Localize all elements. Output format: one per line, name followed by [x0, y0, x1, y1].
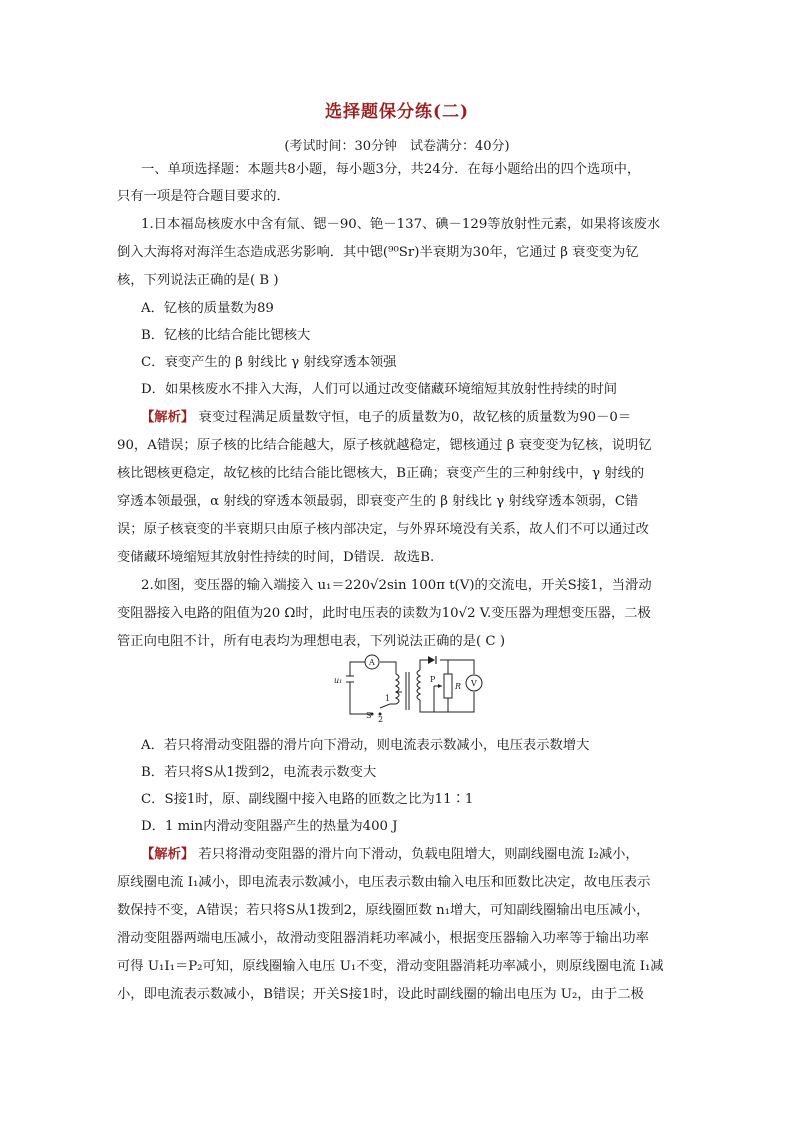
analysis-tag: 【解析】 — [141, 847, 195, 862]
page-title: 选择题保分练(二) — [324, 102, 470, 122]
q2-analysis: 滑动变阻器两端电压减小，故滑动变阻器消耗功率减小，根据变压器输入功率等于输出功率 — [117, 931, 649, 946]
resistor-label: R — [455, 682, 462, 691]
q2-analysis: 原线圈电流 I₁减小，即电流表示数减小，电压表示数由输入电压和匝数比决定，故电压表示 — [117, 875, 651, 890]
analysis-text: 若只将滑动变阻器的滑片向下滑动，负载电阻增大，则副线圈电流 I₂减小， — [198, 847, 639, 862]
switch-label: S — [366, 711, 372, 720]
diode-icon — [428, 656, 435, 664]
q2-stem: 变阻器接入电路的阻值为20 Ω时，此时电压表的读数为10√2 V.变压器为理想变压器，二极 — [117, 606, 651, 621]
section-heading: 一、单项选择题：本题共8小题，每小题3分，共24分．在每小题给出的四个选项中， — [141, 162, 641, 177]
section-heading-cont: 只有一项是符合题目要求的． — [117, 189, 290, 204]
q2-option-d: D．1 min内滑动变阻器产生的热量为400 J — [141, 819, 398, 834]
q2-option-a: A．若只将滑动变阻器的滑片向下滑动，则电流表示数减小，电压表示数增大 — [141, 738, 590, 753]
q1-analysis: 90，A错误；原子核的比结合能越大，原子核就越稳定，锶核通过 β 衰变变为钇核，说明钇 — [117, 438, 652, 453]
tap-2-label: 2 — [378, 715, 384, 722]
q2-analysis — [141, 846, 687, 864]
q1-option-a: A．钇核的质量数为89 — [141, 301, 274, 316]
voltmeter-label: V — [471, 679, 477, 688]
tap-1-label: 1 — [385, 694, 391, 703]
q1-stem: 核，下列说法正确的是( B ) — [117, 273, 279, 288]
q1-stem: 倒入大海将对海洋生态造成恶劣影响．其中锶(⁹⁰Sr)半衰期为30年，它通过 β 衰变变为钇 — [117, 245, 639, 260]
q1-analysis — [141, 409, 687, 427]
q2-stem: 2.如图，变压器的输入端接入 u₁＝220√2sin 100π t(V)的交流电，开关S接1，当滑动 — [141, 578, 652, 593]
q2-stem: 管正向电阻不计，所有电表均为理想电表，下列说法正确的是( C ) — [117, 634, 506, 649]
analysis-tag: 【解析】 — [141, 410, 195, 425]
q1-analysis: 变储藏环境缩短其放射性持续的时间，D错误．故选B. — [117, 550, 435, 565]
source-label: u₁ — [334, 676, 343, 685]
q1-analysis: 核比锶核更稳定，故钇核的比结合能比锶核大，B正确；衰变产生的三种射线中，γ 射线的 — [117, 466, 645, 481]
q1-analysis: 误；原子核衰变的半衰期只由原子核内部决定，与外界环境没有关系，故人们不可以通过改 — [117, 522, 649, 537]
slider-label: P — [430, 675, 436, 684]
circuit-diagram — [330, 652, 490, 722]
q1-stem: 1.日本福岛核废水中含有氚、锶－90、铯－137、碘－129等放射性元素，如果将该废水 — [141, 217, 661, 232]
q2-analysis: 可得 U₁I₁＝P₂可知，原线圈输入电压 U₁不变，滑动变阻器消耗功率减小，则原线圈电流 I₁减 — [117, 959, 664, 974]
q1-option-b: B．钇核的比结合能比锶核大 — [141, 328, 311, 343]
q2-option-c: C．S接1时，原、副线圈中接入电路的匝数之比为11∶1 — [141, 792, 474, 807]
q2-analysis: 小，即电流表示数减小，B错误；开关S接1时，设此时副线圈的输出电压为 U₂，由于二极 — [117, 987, 644, 1002]
q2-analysis: 数保持不变，A错误；若只将S从1拨到2，原线圈匝数 n₁增大，可知副线圈输出电压减小， — [117, 903, 650, 918]
exam-info: (考试时间：30分钟 试卷满分：40分) — [284, 139, 510, 154]
q1-analysis: 穿透本领最强，α 射线的穿透本领最弱，即衰变产生的 β 射线比 γ 射线穿透本领弱，C错 — [117, 494, 639, 509]
ammeter-label: A — [369, 658, 375, 667]
q2-option-b: B．若只将S从1拨到2，电流表示数变大 — [141, 765, 377, 780]
q1-option-d: D．如果核废水不排入大海，人们可以通过改变储藏环境缩短其放射性持续的时间 — [141, 382, 618, 397]
q1-option-c: C．衰变产生的 β 射线比 γ 射线穿透本领强 — [141, 355, 397, 370]
analysis-text: 衰变过程满足质量数守恒，电子的质量数为0，故钇核的质量数为90－0＝ — [198, 410, 632, 425]
